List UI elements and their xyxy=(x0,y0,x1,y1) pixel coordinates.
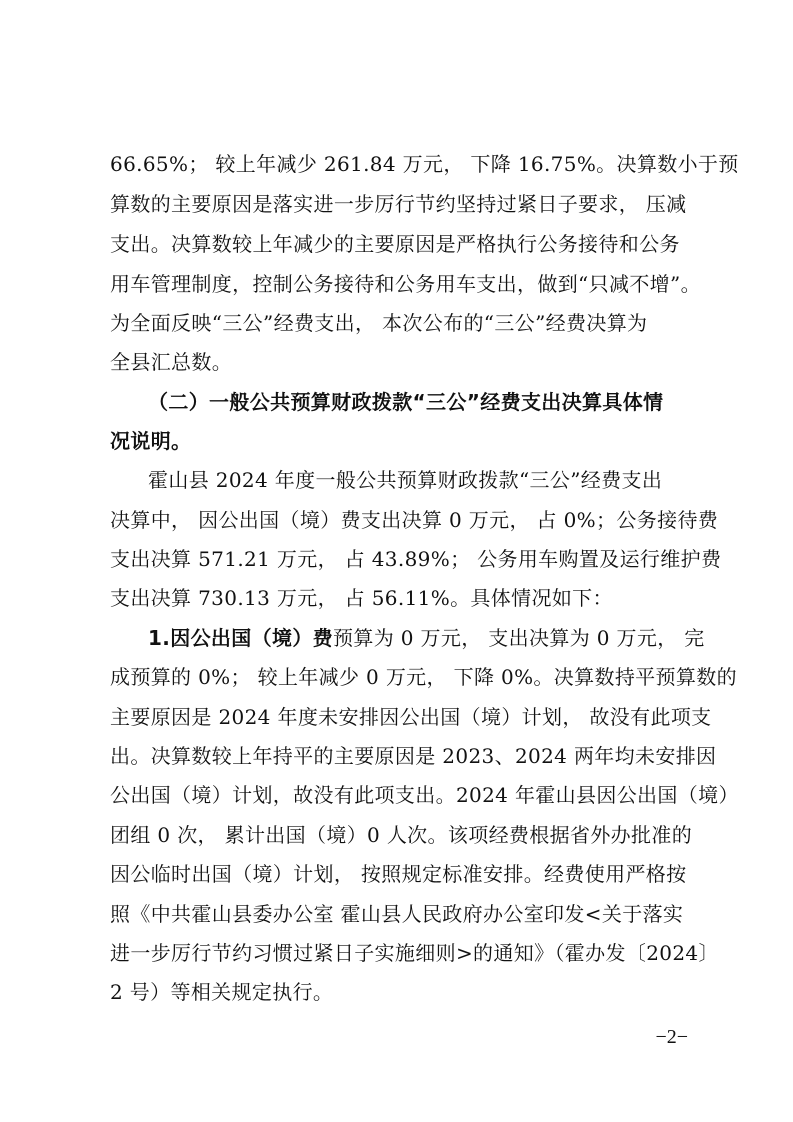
item-1-label: 1.因公出国（境）费 xyxy=(148,626,334,650)
paragraph-line: 霍山县 2024 年度一般公共预算财政拨款“三公”经费支出 xyxy=(148,468,663,492)
paragraph-line: 算数的主要原因是落实进一步厉行节约坚持过紧日子要求， 压减 xyxy=(110,192,687,216)
paragraph-line: 为全面反映“三公”经费支出， 本次公布的“三公”经费决算为 xyxy=(110,311,648,335)
paragraph-line: 2 号）等相关规定执行。 xyxy=(110,980,334,1004)
paragraph-line: 照《中共霍山县委办公室 霍山县人民政府办公室印发<关于落实 xyxy=(110,902,684,926)
paragraph-line: 支出决算 730.13 万元， 占 56.11%。具体情况如下： xyxy=(110,586,613,610)
paragraph-line: 成预算的 0%； 较上年减少 0 万元， 下降 0%。决算数持平预算数的 xyxy=(110,665,737,689)
item-1-text: 预算为 0 万元， 支出决算为 0 万元， 完 xyxy=(333,626,705,650)
paragraph-line: 进一步厉行节约习惯过紧日子实施细则>的通知》（霍办发〔2024〕 xyxy=(110,941,719,965)
item-1-first-line xyxy=(148,626,705,650)
paragraph-line: 支出。决算数较上年减少的主要原因是严格执行公务接待和公务 xyxy=(110,232,680,256)
paragraph-line: 用车管理制度，控制公务接待和公务用车支出，做到“只减不增”。 xyxy=(110,272,701,296)
paragraph-line: 公出国（境）计划，故没有此项支出。2024 年霍山县因公出国（境） xyxy=(110,783,739,807)
paragraph-line: 团组 0 次， 累计出国（境）0 人次。该项经费根据省外办批准的 xyxy=(110,823,693,847)
paragraph-line: 全县汇总数。 xyxy=(110,350,233,374)
paragraph-line: 支出决算 571.21 万元， 占 43.89%； 公务用车购置及运行维护费 xyxy=(110,547,722,571)
paragraph-line: 主要原因是 2024 年度未安排因公出国（境）计划， 故没有此项支 xyxy=(110,705,712,729)
paragraph-line: 出。决算数较上年持平的主要原因是 2023、2024 两年均未安排因 xyxy=(110,744,717,768)
section-heading: （二）一般公共预算财政拨款“三公”经费支出决算具体情 xyxy=(148,390,664,414)
section-heading: 况说明。 xyxy=(110,429,192,453)
paragraph-line: 决算中， 因公出国（境）费支出决算 0 万元， 占 0%；公务接待费 xyxy=(110,508,719,532)
paragraph-line: 因公临时出国（境）计划， 按照规定标准安排。经费使用严格按 xyxy=(110,862,687,886)
page-number: −2− xyxy=(655,1026,688,1048)
paragraph-line: 66.65%； 较上年减少 261.84 万元， 下降 16.75%。决算数小于预 xyxy=(110,152,739,176)
